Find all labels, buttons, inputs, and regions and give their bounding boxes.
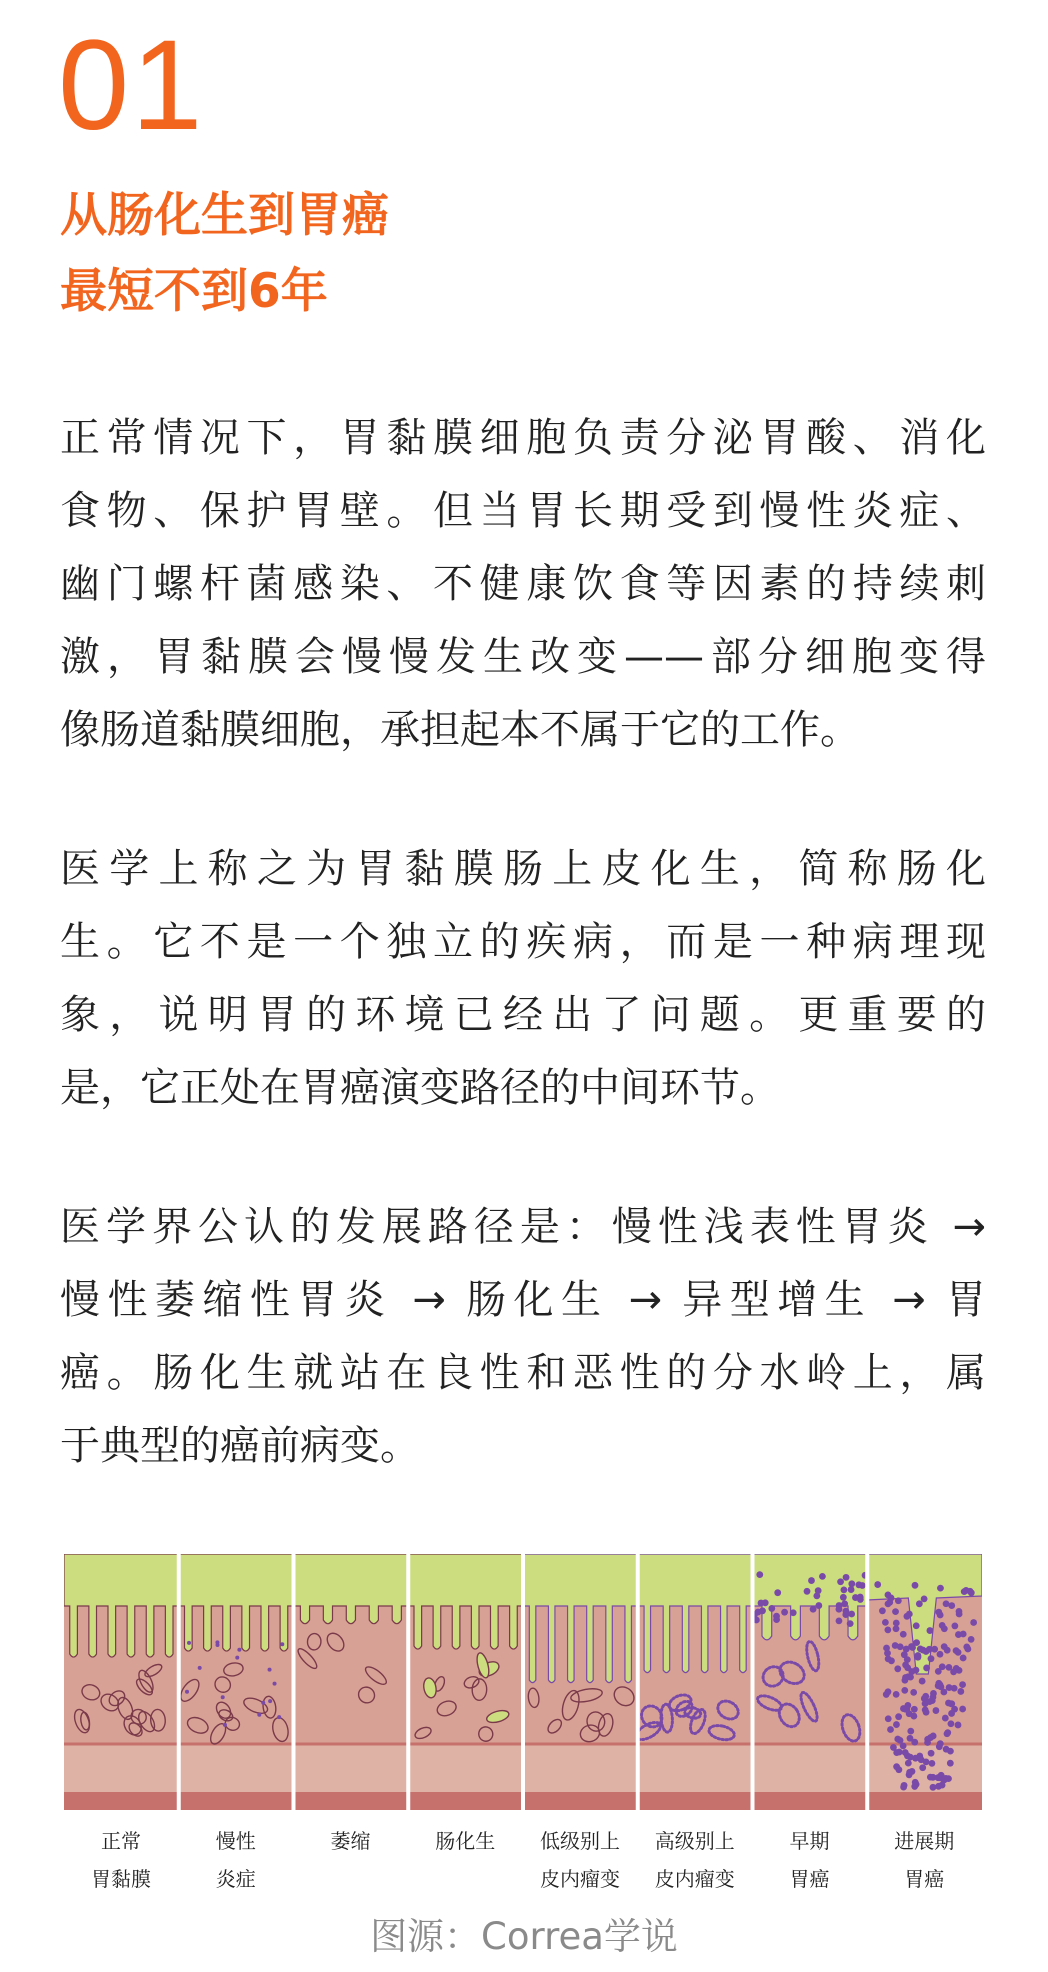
cell-dot (879, 1607, 886, 1614)
cell-dot (913, 1622, 920, 1629)
cell-dot (948, 1720, 955, 1727)
stage-label-line-1: 早期 (789, 1829, 830, 1853)
stage-label-line-1: 高级别上 (654, 1829, 735, 1853)
cell-dot (768, 1605, 775, 1612)
cell-dot (959, 1706, 966, 1713)
stage-labels (64, 1822, 982, 1896)
cell-dot (885, 1715, 892, 1722)
muscle-layer (64, 1792, 179, 1810)
cell-dot (221, 1695, 225, 1699)
cell-dot (953, 1665, 960, 1672)
cell-dot (963, 1587, 970, 1594)
cell-dot (874, 1581, 881, 1588)
submucosa-layer (294, 1744, 409, 1792)
cell-dot (840, 1594, 847, 1601)
cell-dot (947, 1760, 954, 1767)
cell-dot (915, 1654, 922, 1661)
cell-dot (773, 1616, 780, 1623)
cell-dot (223, 1723, 227, 1727)
cell-dot (897, 1737, 904, 1744)
cell-dot (938, 1683, 945, 1690)
cell-dot (939, 1622, 946, 1629)
submucosa-layer (638, 1744, 753, 1792)
cell-dot (963, 1644, 970, 1651)
cell-dot (893, 1763, 900, 1770)
stage-label-line-1: 进展期 (894, 1829, 955, 1853)
stage-label-line-1: 慢性 (215, 1829, 256, 1853)
cell-dot (945, 1700, 952, 1707)
paragraph-line: 于典型的癌前病变。 (60, 1423, 420, 1469)
cell-dot (897, 1643, 904, 1650)
cell-dot (951, 1685, 958, 1692)
paragraph-3 (60, 1191, 986, 1483)
submucosa-layer (64, 1744, 179, 1792)
cell-dot (882, 1619, 889, 1626)
cell-dot (912, 1582, 919, 1589)
cell-dot (268, 1668, 272, 1672)
paragraph-line: 医学上称之为胃黏膜肠上皮化生，简称肠化 (60, 846, 986, 892)
cell-dot (900, 1631, 907, 1638)
cell-dot (893, 1620, 900, 1627)
stage-panel (751, 1554, 868, 1810)
stage-label-line-1: 萎缩 (330, 1829, 371, 1853)
cell-dot (931, 1646, 938, 1653)
cell-dot (922, 1706, 929, 1713)
stage-label-line-2: 胃癌 (904, 1867, 945, 1891)
cell-dot (843, 1574, 850, 1581)
cell-dot (919, 1764, 926, 1771)
paragraph-line: 激，胃黏膜会慢慢发生改变——部分细胞变得 (60, 634, 986, 680)
cell-dot (836, 1617, 843, 1624)
cell-dot (935, 1783, 942, 1790)
cell-dot (808, 1577, 815, 1584)
cell-dot (847, 1620, 854, 1627)
cell-dot (185, 1690, 189, 1694)
cell-dot (968, 1636, 975, 1643)
section-number: 01 (58, 14, 205, 157)
cell-dot (901, 1687, 908, 1694)
cell-dot (910, 1689, 917, 1696)
cell-dot (895, 1597, 902, 1604)
cell-dot (893, 1721, 900, 1728)
cell-dot (277, 1715, 281, 1719)
stage-label (867, 1822, 981, 1898)
cell-dot (923, 1665, 930, 1672)
title-line-1: 从肠化生到胃癌 (60, 188, 389, 243)
paragraph-line: 正常情况下，胃黏膜细胞负责分泌胃酸、消化 (60, 415, 986, 461)
cell-dot (955, 1722, 962, 1729)
cell-dot (790, 1609, 797, 1616)
stage-label-line-1: 正常 (101, 1829, 141, 1853)
paragraph-line: 象，说明胃的环境已经出了问题。更重要的 (60, 992, 986, 1038)
cell-dot (268, 1699, 272, 1703)
cell-dot (884, 1650, 891, 1657)
cell-dot (843, 1608, 850, 1615)
cell-dot (235, 1656, 239, 1660)
cell-dot (920, 1647, 927, 1654)
submucosa-layer (408, 1744, 523, 1792)
cell-dot (836, 1602, 843, 1609)
cell-dot (907, 1674, 914, 1681)
paragraph-line: 幽门螺杆菌感染、不健康饮食等因素的持续刺 (60, 561, 986, 607)
cell-dot (885, 1600, 892, 1607)
cell-dot (943, 1600, 950, 1607)
cell-dot (885, 1591, 892, 1598)
stage-label-line-2: 胃黏膜 (91, 1867, 151, 1891)
stage-panel (177, 1554, 293, 1810)
cell-dot (955, 1649, 962, 1656)
cell-dot (857, 1596, 864, 1603)
submucosa-layer (179, 1744, 294, 1792)
cell-dot (892, 1608, 899, 1615)
cell-dot (237, 1648, 241, 1652)
cell-dot (906, 1769, 913, 1776)
cell-dot (774, 1589, 781, 1596)
stage-label (179, 1822, 293, 1898)
cell-dot (922, 1700, 929, 1707)
title-line-2: 最短不到6年 (60, 264, 328, 319)
cell-dot (904, 1706, 911, 1713)
paragraph-line: 生。它不是一个独立的疾病，而是一种病理现 (60, 919, 986, 965)
cell-dot (216, 1643, 220, 1647)
cell-dot (187, 1641, 191, 1645)
cell-dot (943, 1746, 950, 1753)
cell-dot (906, 1611, 913, 1618)
muscle-layer (523, 1792, 638, 1810)
stage-label-line-2: 胃癌 (789, 1867, 830, 1891)
cell-dot (257, 1713, 261, 1717)
cell-dot (957, 1688, 964, 1695)
cell-dot (758, 1600, 765, 1607)
cell-dot (935, 1609, 942, 1616)
paragraph-line: 是，它正处在胃癌演变路径的中间环节。 (60, 1065, 780, 1111)
stage-label-line-1: 肠化生 (435, 1829, 496, 1853)
cell-dot (198, 1666, 202, 1670)
stage-label (523, 1822, 637, 1898)
cell-dot (937, 1651, 944, 1658)
cell-dot (804, 1588, 811, 1595)
stage-panel (294, 1554, 409, 1810)
cell-dot (911, 1783, 918, 1790)
cell-dot (946, 1664, 953, 1671)
cell-dot (261, 1701, 265, 1705)
cell-dot (901, 1782, 908, 1789)
cell-dot (813, 1592, 820, 1599)
cell-dot (960, 1655, 967, 1662)
cell-dot (921, 1596, 928, 1603)
cell-dot (756, 1571, 763, 1578)
paragraph-line: 食物、保护胃壁。但当胃长期受到慢性炎症、 (60, 488, 986, 534)
cell-dot (894, 1665, 901, 1672)
submucosa-layer (523, 1744, 638, 1792)
muscle-layer (408, 1792, 523, 1810)
paragraph-line: 医学界公认的发展路径是：慢性浅表性胃炎 → (60, 1204, 986, 1250)
cell-dot (935, 1774, 942, 1781)
cell-dot (944, 1729, 951, 1736)
section-title (60, 178, 389, 330)
cell-dot (927, 1734, 934, 1741)
muscle-layer (753, 1792, 868, 1810)
cell-dot (948, 1710, 955, 1717)
stage-label-line-2: 皮内瘤变 (654, 1867, 735, 1891)
stage-panel (408, 1554, 523, 1810)
cell-dot (884, 1626, 891, 1633)
paragraph-line: 慢性萎缩性胃炎 → 肠化生 → 异型增生 → 胃 (60, 1277, 986, 1323)
cell-dot (929, 1760, 936, 1767)
stage-label (408, 1822, 522, 1860)
cell-dot (837, 1578, 844, 1585)
stage-label (753, 1822, 867, 1898)
paragraph-2 (60, 833, 986, 1125)
stage-label-line-2: 皮内瘤变 (540, 1867, 620, 1891)
cell-dot (944, 1647, 951, 1654)
stage-panel (867, 1554, 982, 1810)
stage-label-line-2: 炎症 (215, 1867, 256, 1891)
cell-dot (815, 1602, 822, 1609)
cell-dot (927, 1627, 934, 1634)
cell-dot (907, 1735, 914, 1742)
cell-dot (887, 1726, 894, 1733)
paragraph-line: 像肠道黏膜细胞，承担起本不属于它的工作。 (60, 707, 860, 753)
cell-dot (919, 1678, 926, 1685)
cell-dot (937, 1585, 944, 1592)
cell-dot (956, 1608, 963, 1615)
cell-dot (959, 1681, 966, 1688)
image-source-caption: 图源：Correa学说 (370, 1915, 678, 1958)
cell-dot (855, 1581, 862, 1588)
cell-dot (904, 1656, 911, 1663)
cell-dot (848, 1580, 855, 1587)
cell-dot (759, 1607, 766, 1614)
cell-dot (955, 1631, 962, 1638)
submucosa-layer (753, 1744, 868, 1792)
stage-label-line-1: 低级别上 (540, 1829, 620, 1853)
cell-dot (928, 1655, 935, 1662)
cell-dot (893, 1749, 900, 1756)
cell-dot (819, 1573, 826, 1580)
muscle-layer (294, 1792, 409, 1810)
stage-label (638, 1822, 752, 1898)
cell-dot (907, 1728, 914, 1735)
cell-dot (970, 1619, 977, 1626)
cell-dot (945, 1775, 952, 1782)
cell-dot (781, 1609, 788, 1616)
cell-dot (840, 1586, 847, 1593)
cell-dot (848, 1586, 855, 1593)
cell-dot (905, 1760, 912, 1767)
cell-dot (916, 1600, 923, 1607)
stage-panel (64, 1554, 179, 1810)
cell-dot (939, 1663, 946, 1670)
cell-dot (942, 1715, 949, 1722)
stage-panel (634, 1554, 753, 1810)
cell-dot (951, 1623, 958, 1630)
stage-label (294, 1822, 408, 1860)
paragraph-line: 癌。肠化生就站在良性和恶性的分水岭上，属 (60, 1350, 986, 1396)
cell-dot (273, 1682, 277, 1686)
cell-dot (902, 1749, 909, 1756)
muscle-layer (179, 1792, 294, 1810)
muscle-layer (638, 1792, 753, 1810)
cell-dot (928, 1750, 935, 1757)
cell-dot (916, 1753, 923, 1760)
cell-dot (895, 1713, 902, 1720)
cell-dot (280, 1642, 284, 1646)
cell-dot (933, 1707, 940, 1714)
cell-dot (936, 1743, 943, 1750)
cell-dot (810, 1606, 817, 1613)
cell-dot (893, 1691, 900, 1698)
stage-panel (523, 1554, 638, 1810)
gastric-progression-illustration (64, 1554, 982, 1810)
paragraph-1 (60, 402, 986, 767)
cell-dot (883, 1691, 890, 1698)
stage-label (64, 1822, 178, 1898)
cell-dot (911, 1706, 918, 1713)
muscle-layer (867, 1792, 982, 1810)
